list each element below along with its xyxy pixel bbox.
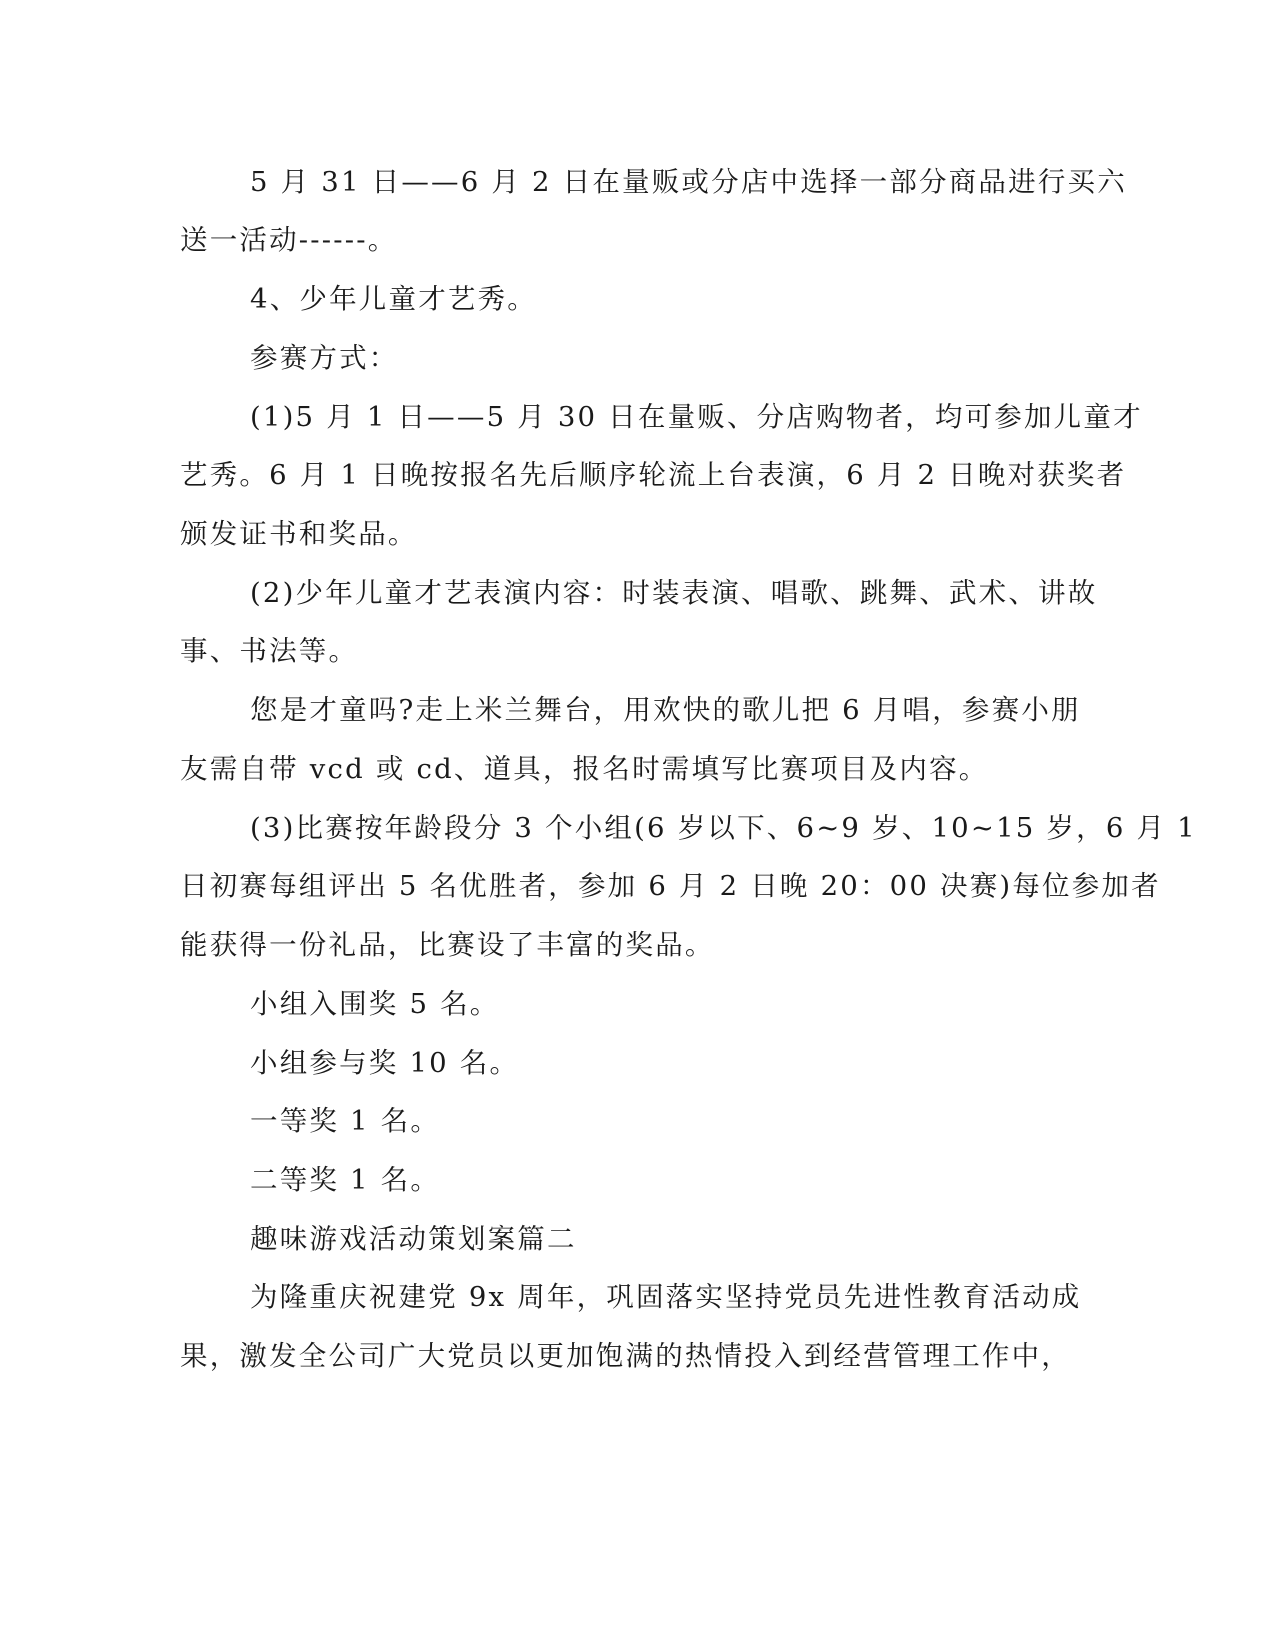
- paragraph-line: 艺秀。6 月 1 日晚按报名先后顺序轮流上台表演，6 月 2 日晚对获奖者: [180, 459, 1127, 491]
- paragraph-line: 参赛方式：: [250, 342, 399, 374]
- section-heading: 4、少年儿童才艺秀。: [250, 283, 537, 315]
- paragraph-line: (2)少年儿童才艺表演内容：时装表演、唱歌、跳舞、武术、讲故: [250, 577, 1098, 609]
- paragraph-line: 日初赛每组评出 5 名优胜者，参加 6 月 2 日晚 20：00 决赛)每位参加者: [180, 870, 1161, 902]
- paragraph-line: 友需自带 vcd 或 cd、道具，报名时需填写比赛项目及内容。: [180, 753, 989, 785]
- paragraph-line: 事、书法等。: [180, 635, 359, 667]
- paragraph-line: 送一活动------。: [180, 224, 398, 256]
- paragraph-line: 能获得一份礼品，比赛设了丰富的奖品。: [180, 929, 715, 961]
- paragraph-line: 小组参与奖 10 名。: [250, 1047, 520, 1079]
- paragraph-line: 为隆重庆祝建党 9x 周年，巩固落实坚持党员先进性教育活动成: [250, 1281, 1082, 1313]
- paragraph-line: 小组入围奖 5 名。: [250, 988, 500, 1020]
- paragraph-line: 您是才童吗?走上米兰舞台，用欢快的歌儿把 6 月唱，参赛小朋: [250, 694, 1081, 726]
- paragraph-line: 5 月 31 日——6 月 2 日在量贩或分店中选择一部分商品进行买六: [250, 166, 1127, 198]
- paragraph-line: 二等奖 1 名。: [250, 1164, 441, 1196]
- paragraph-line: (1)5 月 1 日——5 月 30 日在量贩、分店购物者，均可参加儿童才: [250, 401, 1143, 433]
- paragraph-line: (3)比赛按年龄段分 3 个小组(6 岁以下、6~9 岁、10~15 岁，6 月 1: [250, 812, 1197, 844]
- paragraph-line: 颁发证书和奖品。: [180, 518, 418, 550]
- paragraph-line: 果，激发全公司广大党员以更加饱满的热情投入到经营管理工作中，: [180, 1340, 1071, 1372]
- paragraph-line: 一等奖 1 名。: [250, 1105, 441, 1137]
- section-heading: 趣味游戏活动策划案篇二: [250, 1223, 577, 1255]
